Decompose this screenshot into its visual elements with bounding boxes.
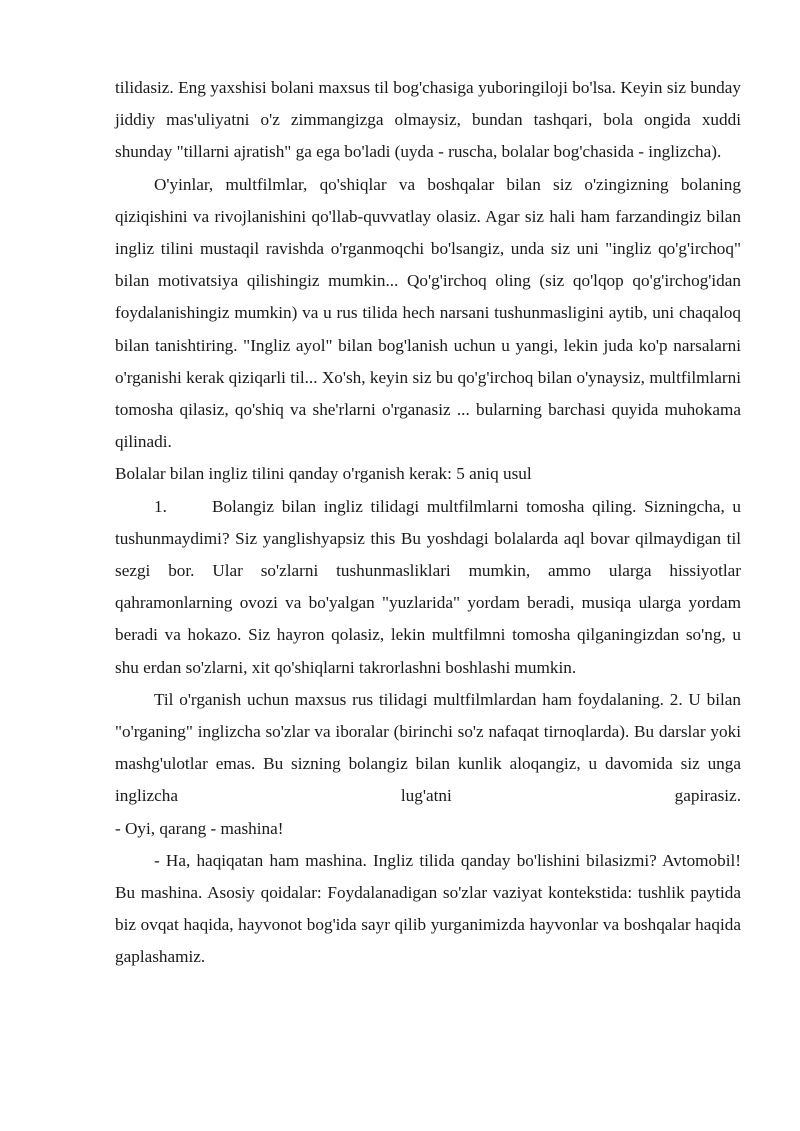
paragraph-4: - Ha, haqiqatan ham mashina. Ingliz tilida qanday bo'lishini bilasizmi? Avtomobil! Bu mashina. Asosiy qoidalar: Foydalanadigan so'zlar vaziyat kontekstida: tushlik paytida biz ovqat haqida, hayvonot bog'ida sayr qilib yurganimizda hayvonlar va boshqalar haqida gaplashamiz. xyxy=(115,850,741,967)
paragraph-2-text: O'yinlar, multfilmlar, qo'shiqlar va boshqalar bilan siz o'zingizning bolaning qiziqishini va rivojlanishini qo'llab-quvvatlay olasiz. Agar siz hali ham farzandingiz bilan ingliz tilini mustaqil ravishda o'rganmoqchi bo'lsangiz, unda siz uni "ingliz qo'g'irchoq" bilan motivatsiya qilishingiz mumkin... Qo'g'irchoq oling (siz qo'lqop qo'g'irchog'idan foydalanishingiz mumkin) va u rus tilida hech narsani tushunmasligini aytib, uni chaqaloq bilan tanishtiring. "Ingliz ayol" bilan bog'lanish uchun u yangi, lekin juda ko'p narsalarni o'rganishi kerak qiziqarli til... Xo'sh, keyin siz bu qo'g'irchoq bilan o'ynaysiz, multfilmlarni tomosha qilasiz, qo'shiq va she'rlarni o'rganasiz ... bularning barchasi quyida muhokama qilinadi. xyxy=(115,174,741,452)
paragraph-2 xyxy=(115,169,741,491)
list-item-1-text: Bolangiz bilan ingliz tilidagi multfilmlarni tomosha qiling. Sizningcha, u tushunmaydimi? Siz yanglishyapsiz this Bu yoshdagi bolalarda aql bovar qilmaydigan til sezgi bor. Ular so'zlarni tushunmasliklari mumkin, ammo ularga hissiyotlar qahramonlarning ovozi va bo'yalgan "yuzlarida" yordam beradi, musiqa ularga yordam beradi va hokazo. Siz hayron qolasiz, lekin multfilmni tomosha qilganingizdan so'ng, u shu erdan so'zlarni, xit qo'shiqlarni takrorlashni boshlashi mumkin. xyxy=(115,496,741,677)
document-page xyxy=(115,72,741,974)
list-item-1 xyxy=(115,491,741,684)
paragraph-3 xyxy=(115,684,741,845)
paragraph-1: tilidasiz. Eng yaxshisi bolani maxsus til bog'chasiga yuboringiloji bo'lsa. Keyin siz bunday jiddiy mas'uliyatni o'z zimmangizga olmaysiz, bundan tashqari, bola ongida xuddi shunday "tillarni ajratish" ga ega bo'ladi (uyda - ruscha, bolalar bog'chasida - inglizcha). xyxy=(115,78,741,162)
paragraph-3-dialogue: - Oyi, qarang - mashina! xyxy=(115,818,284,838)
paragraph-2-tail: Bolalar bilan ingliz tilini qanday o'rganish kerak: 5 aniq usul xyxy=(115,464,532,484)
list-item-1-number: 1. xyxy=(154,496,167,516)
paragraph-3-text: Til o'rganish uchun maxsus rus tilidagi multfilmlardan ham foydalaning. 2. U bilan "o'rganing" inglizcha so'zlar va iboralar (birinchi so'z nafaqat tirnoqlarda). Bu darslar yoki mashg'ulotlar emas. Bu sizning bolangiz bilan kunlik aloqangiz, u davomida siz unga inglizcha lug'atni gapirasiz. xyxy=(115,689,741,806)
